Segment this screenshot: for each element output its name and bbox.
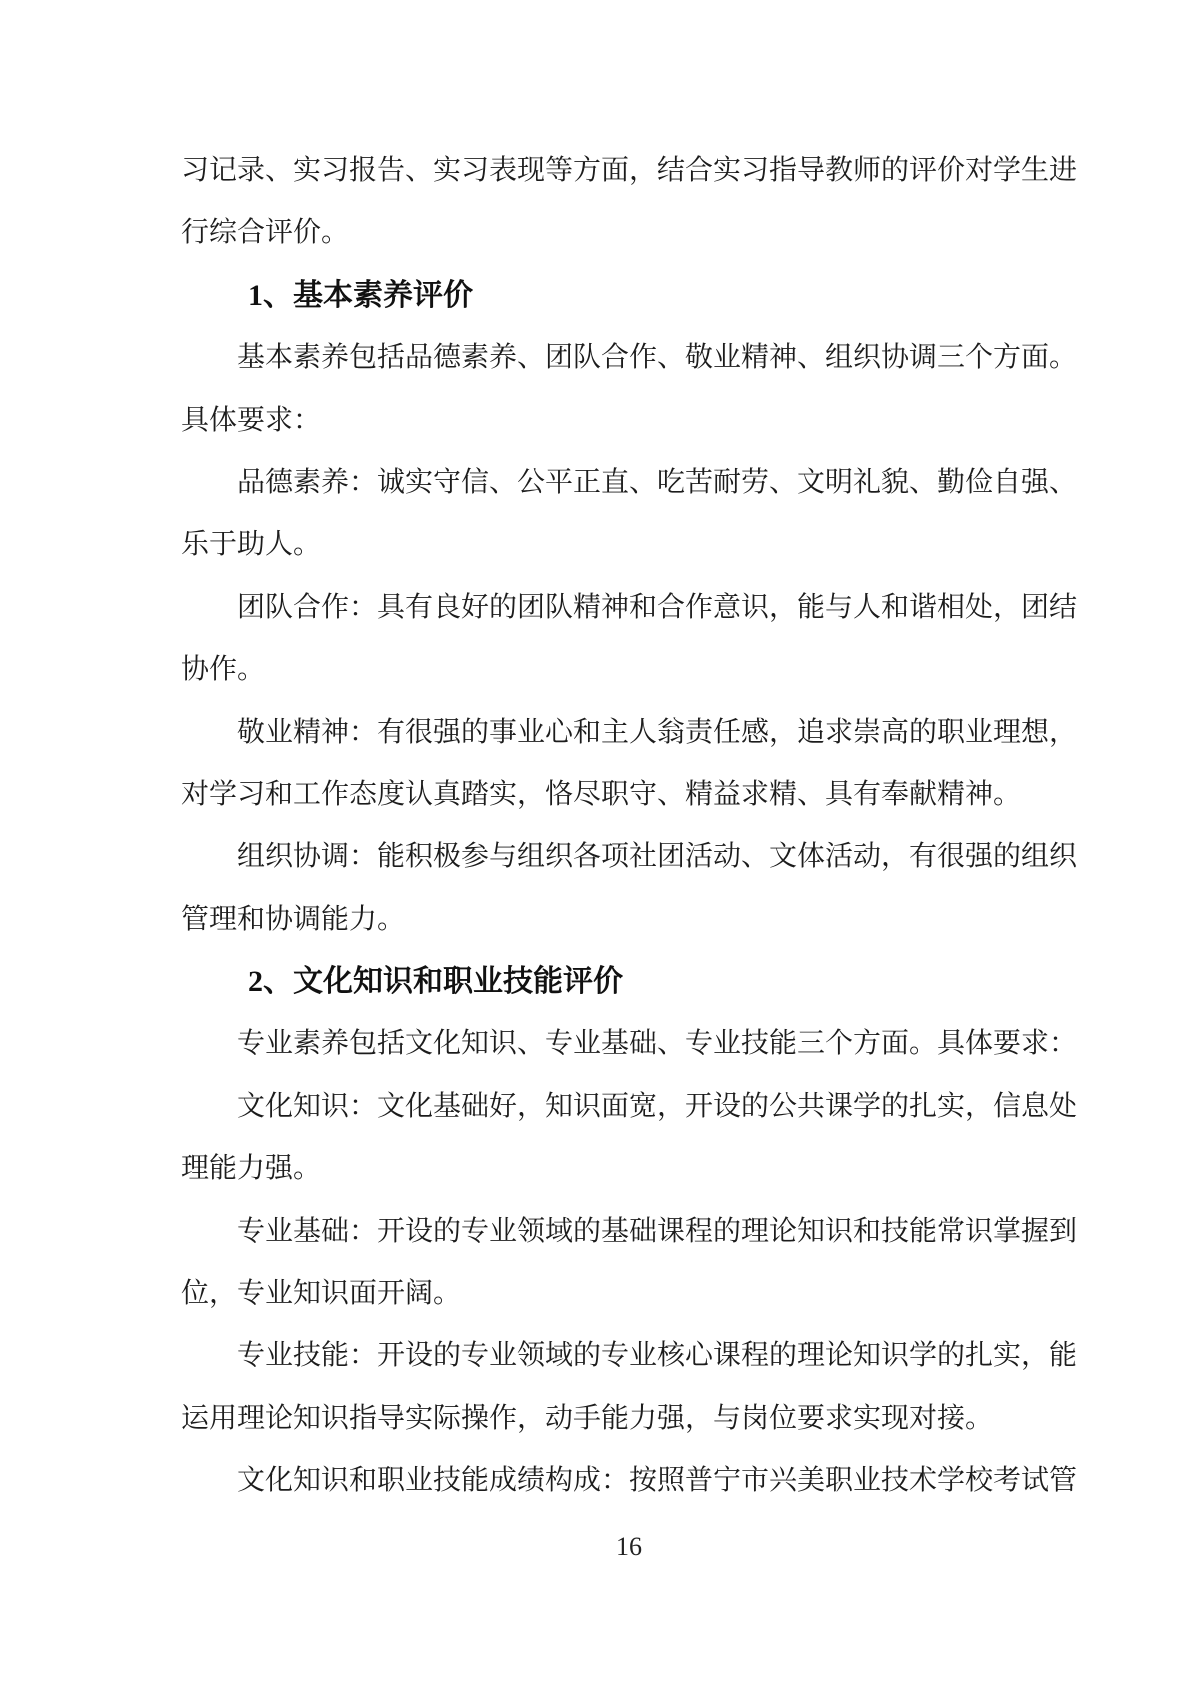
text-block bbox=[181, 140, 1077, 1567]
text-line: 敬业精神：有很强的事业心和主人翁责任感，追求崇高的职业理想， bbox=[237, 716, 1078, 748]
text-line: 基本素养包括品德素养、团队合作、敬业精神、组织协调三个方面。 bbox=[237, 342, 1078, 374]
text-line: 乐于助人。 bbox=[181, 529, 322, 561]
text-line: 位，专业知识面开阔。 bbox=[181, 1278, 462, 1310]
text-line: 协作。 bbox=[181, 654, 266, 686]
section-heading-1: 1、基本素养评价 bbox=[248, 278, 473, 312]
text-line: 专业素养包括文化知识、专业基础、专业技能三个方面。具体要求： bbox=[237, 1028, 1078, 1060]
text-line: 习记录、实习报告、实习表现等方面，结合实习指导教师的评价对学生进 bbox=[181, 155, 1078, 186]
text-line: 理能力强。 bbox=[181, 1153, 322, 1185]
text-line: 文化知识：文化基础好，知识面宽，开设的公共课学的扎实，信息处 bbox=[237, 1090, 1078, 1122]
text-line: 组织协调：能积极参与组织各项社团活动、文体活动，有很强的组织 bbox=[237, 841, 1078, 873]
text-line: 团队合作：具有良好的团队精神和合作意识，能与人和谐相处，团结 bbox=[237, 591, 1078, 623]
page-number: 16 bbox=[616, 1531, 642, 1561]
text-line: 管理和协调能力。 bbox=[181, 903, 406, 935]
text-line: 对学习和工作态度认真踏实，恪尽职守、精益求精、具有奉献精神。 bbox=[181, 778, 1022, 810]
section-heading-2: 2、文化知识和职业技能评价 bbox=[248, 965, 623, 999]
text-line: 运用理论知识指导实际操作，动手能力强，与岗位要求实现对接。 bbox=[181, 1402, 994, 1434]
text-line: 品德素养：诚实守信、公平正直、吃苦耐劳、文明礼貌、勤俭自强、 bbox=[237, 466, 1078, 498]
text-line: 行综合评价。 bbox=[181, 217, 350, 249]
text-line: 文化知识和职业技能成绩构成：按照普宁市兴美职业技术学校考试管 bbox=[237, 1465, 1078, 1497]
text-line: 专业基础：开设的专业领域的基础课程的理论知识和技能常识掌握到 bbox=[237, 1215, 1078, 1247]
text-line: 专业技能：开设的专业领域的专业核心课程的理论知识学的扎实，能 bbox=[237, 1340, 1078, 1372]
text-line: 具体要求： bbox=[181, 404, 322, 436]
